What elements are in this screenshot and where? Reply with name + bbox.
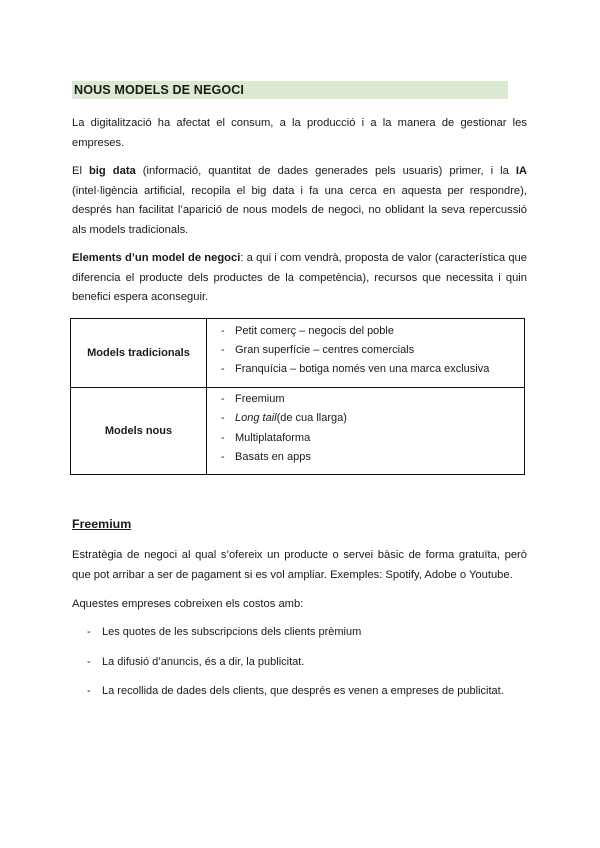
ia-term: IA — [515, 165, 527, 177]
elements-paragraph: Elements d’un model de negoci: a qui i com vendrà, proposta de valor (característica que diferencia el producte dels productes de la competència), recursos que necessita i quin benefici espera aconseguir. — [72, 252, 527, 303]
section-title: NOUS MODELS DE NEGOCI — [74, 83, 245, 97]
table-row — [71, 388, 524, 474]
list-item: - Freemium — [221, 393, 285, 405]
elements-term: Elements d’un model de negoci — [72, 252, 241, 264]
table-row — [71, 319, 524, 388]
row-label-new: Models nous — [71, 388, 207, 474]
row-label-traditional: Models tradicionals — [71, 319, 207, 387]
list-item: - Franquícia – botiga només ven una marca exclusiva — [221, 363, 490, 375]
list-item: - Long tail(de cua llarga) — [221, 412, 347, 424]
list-item: - Gran superfície – centres comercials — [221, 344, 415, 356]
list-item: - Basats en apps — [221, 451, 311, 463]
big-data-term: big data — [88, 165, 136, 177]
big-data-paragraph: El big data (informació, quantitat de dades generades pels usuaris) primer, i la IA (intel·ligència artificial, recopila el big data i fa una cerca en aquesta per respondre), després han facilitat l’aparició de nous models de negoci, no oblidant la seva repercussió als models tradicionals. — [72, 165, 527, 236]
new-models-list — [221, 388, 524, 474]
freemium-paragraph: Estratègia de negoci al qual s’ofereix un producte o servei bàsic de forma gratuïta, però que pot arribar a ser de pagament si es vol ampliar. Exemples: Spotify, Adobe o Youtube. — [72, 549, 527, 581]
intro-paragraph: La digitalització ha afectat el consum, a la producció i a la manera de gestionar les empreses. — [72, 117, 527, 149]
models-table — [70, 318, 525, 475]
traditional-models-list — [221, 319, 524, 387]
list-item: - La recollida de dades dels clients, que després es venen a empreses de publicitat. — [87, 685, 504, 697]
list-item: - Petit comerç – negocis del poble — [221, 325, 394, 337]
list-item: - Les quotes de les subscripcions dels clients prèmium — [87, 626, 362, 638]
costs-intro: Aquestes empreses cobreixen els costos amb: — [72, 598, 304, 610]
list-item: - Multiplataforma — [221, 432, 311, 444]
freemium-title: Freemium — [72, 517, 132, 531]
list-item: - La difusió d’anuncis, és a dir, la publicitat. — [87, 656, 305, 668]
